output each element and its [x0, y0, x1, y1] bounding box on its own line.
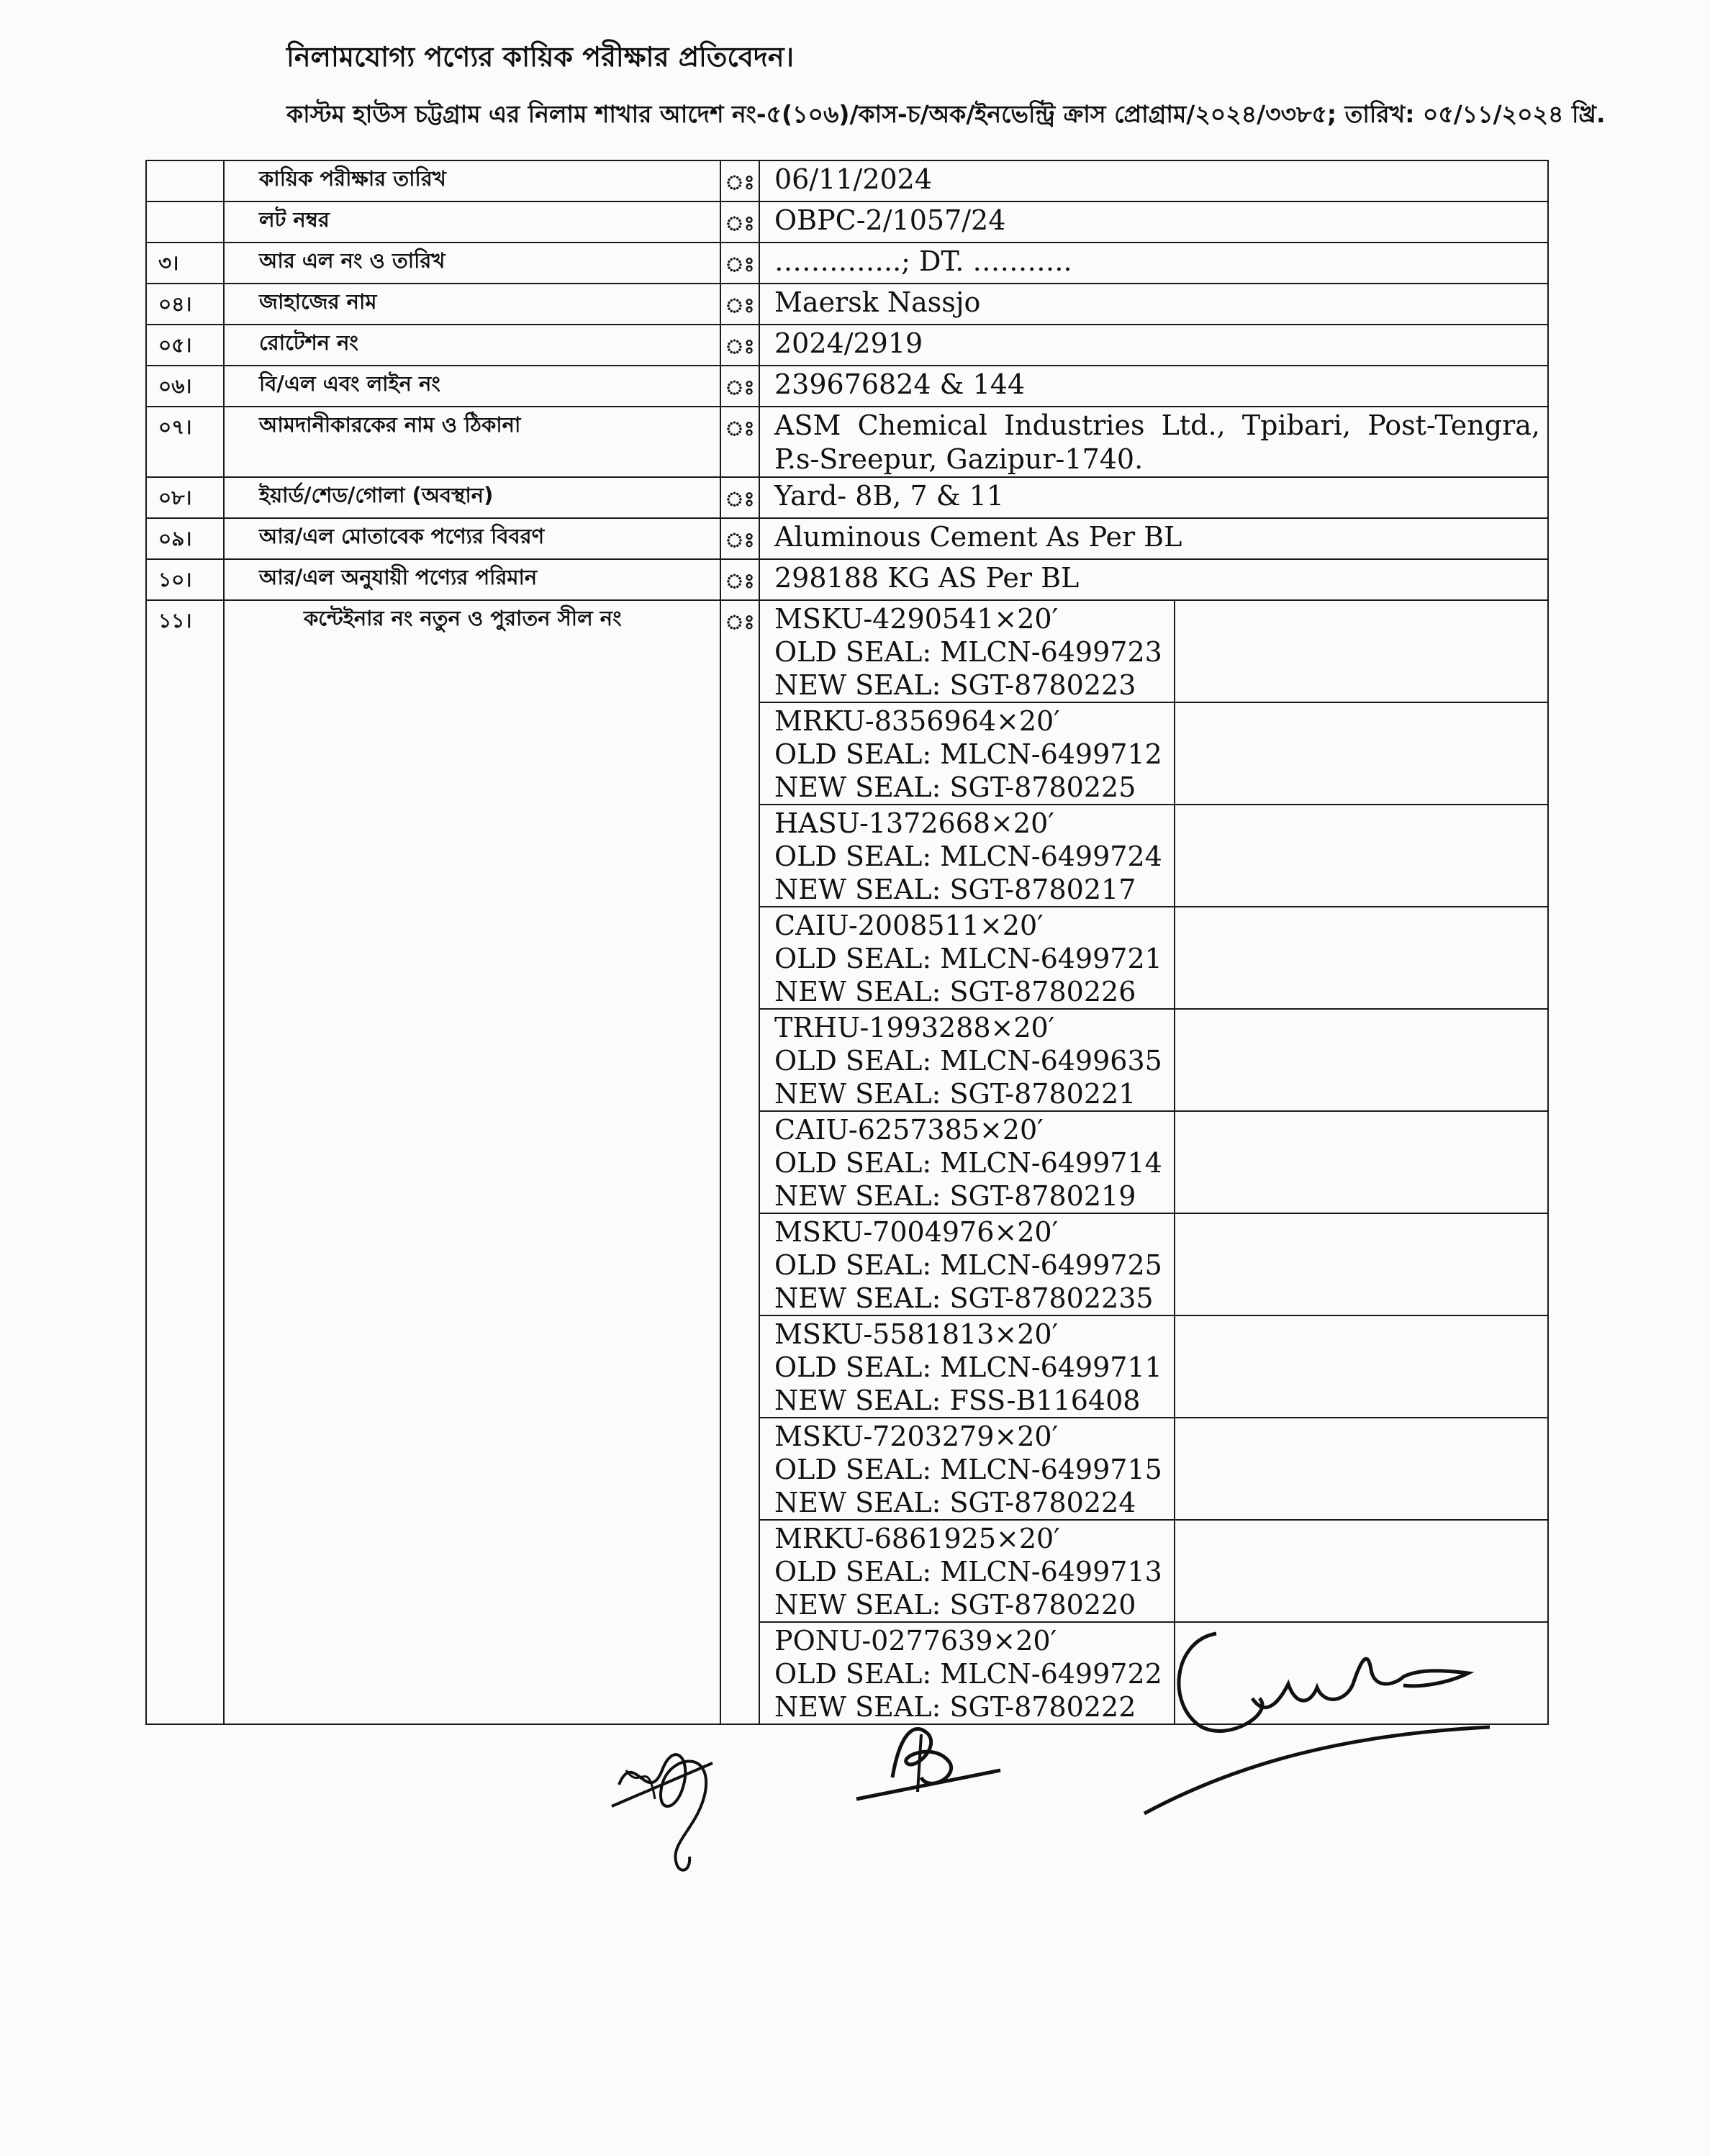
container-number: MRKU-8356964×20′ [774, 705, 1060, 737]
new-seal: NEW SEAL: SGT-8780225 [774, 771, 1136, 803]
row-value: 2024/2919 [759, 325, 1548, 366]
container-number: CAIU-2008511×20′ [774, 910, 1044, 941]
row-label: আর এল নং ও তারিখ [224, 243, 720, 284]
row-colon: ঃ [720, 284, 759, 325]
row-value: ASM Chemical Industries Ltd., Tpibari, Post-Tengra, P.s-Sreepur, Gazipur-1740. [759, 407, 1548, 477]
row-number: ০৭। [146, 407, 224, 477]
row-label: কায়িক পরীক্ষার তারিখ [224, 160, 720, 201]
info-row [146, 559, 1548, 600]
container-entry [760, 702, 1547, 805]
container-number: PONU-0277639×20′ [774, 1625, 1057, 1657]
row-label: বি/এল এবং লাইন নং [224, 366, 720, 407]
container-blank-cell [1175, 1111, 1547, 1213]
row-number: ০৯। [146, 518, 224, 559]
containers-row [146, 600, 1548, 1724]
container-blank-cell [1175, 1520, 1547, 1622]
old-seal: OLD SEAL: MLCN-6499725 [774, 1249, 1162, 1281]
container-blank-cell [1175, 601, 1547, 702]
container-entry [760, 601, 1547, 702]
info-row [146, 325, 1548, 366]
signature-2 [849, 1691, 1015, 1821]
info-row [146, 477, 1548, 518]
row-colon: ঃ [720, 477, 759, 518]
container-number: CAIU-6257385×20′ [774, 1114, 1044, 1146]
info-row [146, 407, 1548, 477]
container-number: MSKU-7004976×20′ [774, 1216, 1059, 1248]
row-label: জাহাজের নাম [224, 284, 720, 325]
row-number [146, 201, 224, 243]
row-number: ১০। [146, 559, 224, 600]
old-seal: OLD SEAL: MLCN-6499711 [774, 1351, 1162, 1383]
container-entry [760, 1315, 1547, 1418]
new-seal: NEW SEAL: SGT-8780221 [774, 1078, 1136, 1110]
info-row [146, 201, 1548, 243]
row-label: রোটেশন নং [224, 325, 720, 366]
row-colon: ঃ [720, 325, 759, 366]
old-seal: OLD SEAL: MLCN-6499714 [774, 1147, 1162, 1179]
container-blank-cell [1175, 805, 1547, 907]
container-entry [760, 907, 1547, 1009]
container-blank-cell [1175, 1009, 1547, 1111]
info-row [146, 160, 1548, 201]
info-row [146, 284, 1548, 325]
row-number: ৩। [146, 243, 224, 284]
container-blank-cell [1175, 907, 1547, 1009]
row-label: আমদানীকারকের নাম ও ঠিকানা [224, 407, 720, 477]
new-seal: NEW SEAL: SGT-8780226 [774, 976, 1136, 1007]
container-number: TRHU-1993288×20′ [774, 1012, 1055, 1043]
info-row [146, 366, 1548, 407]
row-colon: ঃ [720, 366, 759, 407]
container-entry [760, 1520, 1547, 1622]
old-seal: OLD SEAL: MLCN-6499723 [774, 636, 1162, 668]
row-number: ০৮। [146, 477, 224, 518]
row-number: ১১। [146, 600, 224, 1724]
row-colon: ঃ [720, 600, 759, 1724]
info-row [146, 518, 1548, 559]
row-colon: ঃ [720, 201, 759, 243]
container-number: MSKU-7203279×20′ [774, 1421, 1059, 1452]
row-value: Yard- 8B, 7 & 11 [759, 477, 1548, 518]
row-value: 298188 KG AS Per BL [759, 559, 1548, 600]
row-number: ০৫। [146, 325, 224, 366]
report-title: নিলামযোগ্য পণ্যের কায়িক পরীক্ষার প্রতিবেদন। [286, 41, 795, 73]
row-colon: ঃ [720, 243, 759, 284]
row-label: আর/এল মোতাবেক পণ্যের বিবরণ [224, 518, 720, 559]
row-number: ০৬। [146, 366, 224, 407]
new-seal: NEW SEAL: SGT-8780220 [774, 1589, 1136, 1621]
old-seal: OLD SEAL: MLCN-6499722 [774, 1658, 1162, 1690]
row-value: Aluminous Cement As Per BL [759, 518, 1548, 559]
row-colon: ঃ [720, 518, 759, 559]
row-label: ইয়ার্ড/শেড/গোলা (অবস্থান) [224, 477, 720, 518]
order-reference-line: কাস্টম হাউস চট্টগ্রাম এর নিলাম শাখার আদেশ নং-৫(১০৬)/কাস-চ/অক/ইনভেন্ট্রি ক্রাস প্রোগ্রাম/২০২৪/৩৩৮৫; তারিখ: ০৫/১১/২০২৪ খ্রি. [286, 100, 1606, 128]
container-blank-cell [1175, 702, 1547, 805]
container-blank-cell [1175, 1213, 1547, 1315]
old-seal: OLD SEAL: MLCN-6499724 [774, 841, 1162, 872]
row-label: লট নম্বর [224, 201, 720, 243]
signature-1 [605, 1706, 734, 1878]
old-seal: OLD SEAL: MLCN-6499635 [774, 1045, 1162, 1077]
inspection-table [145, 160, 1549, 1725]
row-label: কন্টেইনার নং নতুন ও পুরাতন সীল নং [224, 600, 720, 1724]
container-number: HASU-1372668×20′ [774, 807, 1054, 839]
container-box [760, 601, 1175, 702]
container-entry [760, 1418, 1547, 1520]
row-value: …………..; DT. ……….. [759, 243, 1548, 284]
row-value: OBPC-2/1057/24 [759, 201, 1548, 243]
container-number: MSKU-4290541×20′ [774, 603, 1059, 635]
container-box [760, 1009, 1175, 1111]
new-seal: NEW SEAL: SGT-8780219 [774, 1180, 1136, 1212]
container-box [760, 1418, 1175, 1520]
row-value: Maersk Nassjo [759, 284, 1548, 325]
info-row [146, 243, 1548, 284]
container-entry [760, 1213, 1547, 1315]
signature-3 [1130, 1619, 1504, 1828]
container-box [760, 907, 1175, 1009]
row-value: 06/11/2024 [759, 160, 1548, 201]
new-seal: NEW SEAL: SGT-8780217 [774, 874, 1136, 905]
container-box [760, 1315, 1175, 1418]
row-label: আর/এল অনুযায়ী পণ্যের পরিমান [224, 559, 720, 600]
container-entry [760, 805, 1547, 907]
old-seal: OLD SEAL: MLCN-6499712 [774, 738, 1162, 770]
row-number: ০৪। [146, 284, 224, 325]
container-box [760, 702, 1175, 805]
row-colon: ঃ [720, 559, 759, 600]
container-box [760, 805, 1175, 907]
container-number: MSKU-5581813×20′ [774, 1318, 1059, 1350]
old-seal: OLD SEAL: MLCN-6499713 [774, 1556, 1162, 1587]
container-box [760, 1213, 1175, 1315]
row-colon: ঃ [720, 407, 759, 477]
container-box [760, 1111, 1175, 1213]
container-number: MRKU-6861925×20′ [774, 1523, 1060, 1554]
new-seal: NEW SEAL: SGT-87802235 [774, 1282, 1154, 1314]
row-value: 239676824 & 144 [759, 366, 1548, 407]
container-entry [760, 1009, 1547, 1111]
old-seal: OLD SEAL: MLCN-6499715 [774, 1454, 1162, 1485]
container-entry [760, 1111, 1547, 1213]
container-blank-cell [1175, 1315, 1547, 1418]
new-seal: NEW SEAL: SGT-8780222 [774, 1691, 1136, 1723]
new-seal: NEW SEAL: SGT-8780223 [774, 669, 1136, 701]
container-blank-cell [1175, 1418, 1547, 1520]
row-number [146, 160, 224, 201]
row-colon: ঃ [720, 160, 759, 201]
new-seal: NEW SEAL: FSS-B116408 [774, 1385, 1141, 1416]
old-seal: OLD SEAL: MLCN-6499721 [774, 943, 1162, 974]
new-seal: NEW SEAL: SGT-8780224 [774, 1487, 1136, 1518]
containers-cell [759, 600, 1548, 1724]
container-list [760, 601, 1547, 1724]
container-box [760, 1520, 1175, 1622]
